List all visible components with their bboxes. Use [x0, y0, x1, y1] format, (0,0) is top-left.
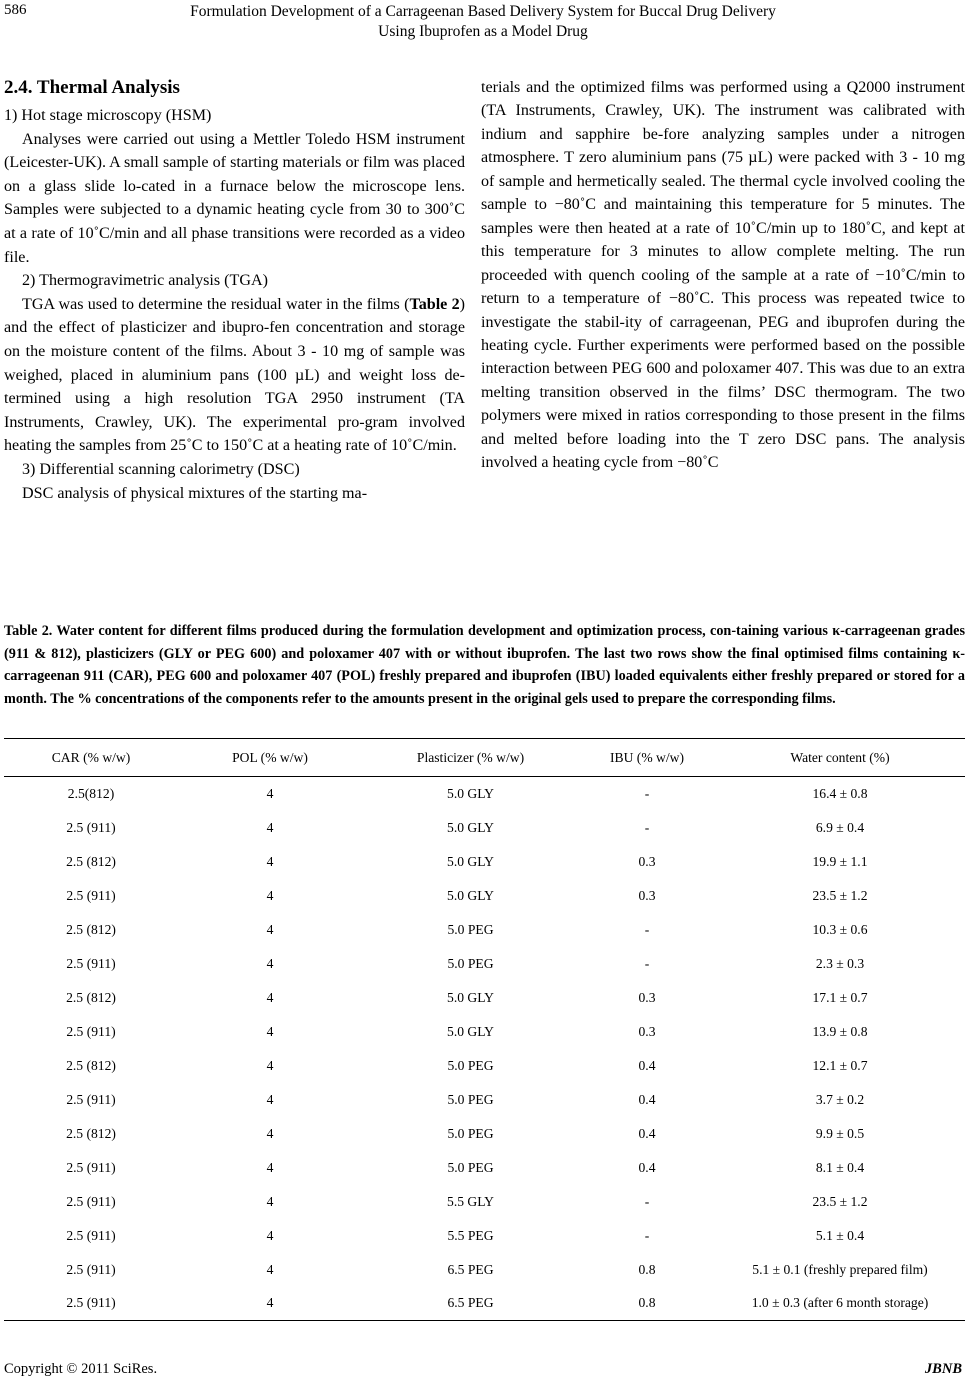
table-cell: 0.3	[638, 853, 656, 869]
table-cell: 5.0 PEG	[447, 1057, 494, 1073]
table-cell: 0.3	[638, 887, 656, 903]
table-cell: 2.5 (911)	[66, 1091, 116, 1107]
table-row	[4, 845, 965, 879]
table-cell: 2.5 (812)	[66, 853, 116, 869]
table-header-row	[4, 739, 965, 777]
table-cell: -	[644, 1227, 650, 1243]
table-cell: 3.7 ± 0.2	[815, 1091, 865, 1107]
table-row	[4, 879, 965, 913]
paragraph-tga-start: TGA was used to determine the residual water in the films (	[22, 295, 410, 313]
table-row	[4, 1015, 965, 1049]
subheading-dsc: 3) Differential scanning calorimetry (DSC)	[22, 460, 300, 478]
table-cell: 4	[266, 887, 274, 903]
table-cell: 4	[266, 989, 274, 1005]
table-cell: 2.5 (911)	[66, 1159, 116, 1175]
table-cell: 4	[266, 819, 274, 835]
table-cell: 5.0 GLY	[447, 1023, 494, 1039]
table-cell: -	[644, 785, 650, 801]
paragraph-dsc-continued: terials and the optimized films was performed using a Q2000 instrument (TA Instruments, Crawley, UK). The instrument was calibrated with indium and sapphire be-fore analyzing samples under a nitrogen atmosphere. T zero aluminium pans (75 µL) were packed with 3 - 10 mg of sample and hermetically sealed. The thermal cycle involved cooling the sample to −80˚C and maintaining this temperature for 5 minutes. The samples were then heated at a rate of 10˚C/min up to 180˚C, and kept at this temperature for 3 minutes to allow complete melting. The run proceeded with quench cooling of the sample at a rate of −10˚C/min to return to a temperature of −80˚C. This process was repeated twice to investigate the stabil-ity of carrageenan, PEG and ibuprofen during the heating cycle. Further experiments were performed based on the possible interaction between PEG 600 and poloxamer 407. This was due to an extra melting transition observed in the films’ DSC thermogram. The two polymers were mixed in ratios corresponding to those present in the films and melted before loading into the T zero DSC pans. The analysis involved a heating cycle from −80˚C	[481, 79, 965, 472]
table-cell: 4	[266, 1227, 274, 1243]
paragraph-dsc: DSC analysis of physical mixtures of the starting ma-	[22, 484, 368, 502]
table-cell: 2.5 (812)	[66, 1057, 116, 1073]
paragraph-tga-rest: ) and the effect of plasticizer and ibupro-fen concentration and storage on the moisture content of the films. About 3 - 10 mg of sample was weighed, placed in aluminium pans (100 µL) and weight loss de-termined using a high resolution TGA 2950 instrument (TA Instruments, Crawley, UK). The experimental pro-gram involved heating the samples from 25˚C to 150˚C at a heating rate of 10˚C/min.	[4, 295, 465, 455]
table-row	[4, 1151, 965, 1185]
table-cell: 2.5 (911)	[66, 819, 116, 835]
table-cell: 4	[266, 1159, 274, 1175]
table-cell: 5.5 PEG	[447, 1227, 494, 1243]
table-row	[4, 777, 965, 811]
table-cell: 4	[266, 1125, 274, 1141]
table-cell: 5.5 GLY	[447, 1193, 494, 1209]
table-cell: 2.5 (911)	[66, 1261, 116, 1277]
table-cell: 2.5 (812)	[66, 989, 116, 1005]
section-heading: 2.4. Thermal Analysis	[4, 77, 180, 98]
table-cell: 5.0 GLY	[447, 853, 494, 869]
table-cell: 4	[266, 955, 274, 971]
table-2-reference: Table 2	[409, 295, 460, 313]
table-cell: 16.4 ± 0.8	[812, 785, 868, 801]
table-cell: 1.0 ± 0.3 (after 6 month storage)	[715, 1287, 965, 1321]
table-cell: -	[644, 819, 650, 835]
table-cell: -	[644, 921, 650, 937]
table-cell: 0.4	[638, 1159, 656, 1175]
table-cell: 4	[266, 853, 274, 869]
table-cell: 2.5 (911)	[66, 887, 116, 903]
column-header-plasticizer: Plasticizer (% w/w)	[362, 739, 579, 777]
table-row	[4, 1287, 965, 1321]
table-row	[4, 913, 965, 947]
table-row	[4, 1083, 965, 1117]
table-row	[4, 1253, 965, 1287]
table-cell: 12.1 ± 0.7	[812, 1057, 868, 1073]
table-cell: 2.5 (812)	[66, 1125, 116, 1141]
table-cell: 4	[266, 1057, 274, 1073]
left-column	[4, 74, 465, 505]
column-header-car: CAR (% w/w)	[4, 739, 178, 777]
table-row	[4, 1219, 965, 1253]
table-cell: 5.0 GLY	[447, 785, 494, 801]
table-cell: 5.1 ± 0.4	[815, 1227, 865, 1243]
table-cell: 0.4	[638, 1057, 656, 1073]
table-cell: 4	[266, 1193, 274, 1209]
table-cell: 6.9 ± 0.4	[815, 819, 865, 835]
table-cell: 5.0 GLY	[447, 887, 494, 903]
table-cell: 5.0 PEG	[447, 921, 494, 937]
table-row	[4, 1185, 965, 1219]
table-cell: 2.5 (911)	[66, 1193, 116, 1209]
footer-journal: JBNB	[924, 1361, 962, 1377]
subheading-tga: 2) Thermogravimetric analysis (TGA)	[22, 272, 268, 290]
table-cell: 0.3	[638, 989, 656, 1005]
table-cell: 4	[266, 1023, 274, 1039]
table-cell: 2.5 (911)	[66, 1023, 116, 1039]
table-row	[4, 947, 965, 981]
table-cell: 5.0 PEG	[447, 1159, 494, 1175]
table-row	[4, 1117, 965, 1151]
footer-copyright: Copyright © 2011 SciRes.	[4, 1361, 158, 1377]
table-cell: 13.9 ± 0.8	[812, 1023, 868, 1039]
table-cell: 4	[266, 785, 274, 801]
column-header-pol: POL (% w/w)	[178, 739, 362, 777]
column-header-ibu: IBU (% w/w)	[579, 739, 715, 777]
table-row	[4, 981, 965, 1015]
table-cell: 2.5 (911)	[66, 955, 116, 971]
table-cell: 5.0 PEG	[447, 955, 494, 971]
table-row	[4, 1049, 965, 1083]
table-cell: 0.4	[638, 1125, 656, 1141]
table-cell: 0.4	[638, 1091, 656, 1107]
table-cell: 23.5 ± 1.2	[812, 1193, 868, 1209]
running-title-line-2: Using Ibuprofen as a Model Drug	[378, 23, 588, 40]
table-cell: 8.1 ± 0.4	[815, 1159, 865, 1175]
table-cell: 4	[266, 1261, 274, 1277]
table-cell: 0.8	[638, 1261, 656, 1277]
running-title-line-1: Formulation Development of a Carrageenan Based Delivery System for Buccal Drug Delivery	[190, 3, 776, 20]
table-cell: 6.5 PEG	[362, 1287, 579, 1321]
table-cell: 4	[178, 1287, 362, 1321]
paragraph-hsm: Analyses were carried out using a Mettler Toledo HSM instrument (Leicester-UK). A small sample of starting materials or film was placed on a glass slide lo-cated in a furnace below the microscope lens. Samples were subjected to a dynamic heating cycle from 30 to 300˚C at a rate of 10˚C/min and all phase transitions were recorded as a video file.	[4, 130, 465, 266]
table-cell: 5.1 ± 0.1 (freshly prepared film)	[752, 1261, 928, 1277]
column-header-water-content: Water content (%)	[715, 739, 965, 777]
water-content-table	[4, 738, 965, 1321]
table-cell: 17.1 ± 0.7	[812, 989, 868, 1005]
table-cell: 2.5 (911)	[66, 1227, 116, 1243]
table-cell: 0.3	[638, 1023, 656, 1039]
table-cell: 5.0 GLY	[447, 989, 494, 1005]
table-cell: 5.0 GLY	[447, 819, 494, 835]
table-caption: Table 2. Water content for different films produced during the formulation development and optimization process, con-taining various κ-carrageenan grades (911 & 812), plasticizers (GLY or PEG 600) and poloxamer 407 with or without ibuprofen. The last two rows show the final optimised films containing κ-carrageenan 911 (CAR), PEG 600 and poloxamer 407 (POL) freshly prepared and ibuprofen (IBU) loaded equivalents either freshly prepared or stored for a month. The % concentrations of the components refer to the amounts present in the original gels used to prepare the corresponding films.	[4, 623, 965, 707]
table-cell: 19.9 ± 1.1	[812, 853, 868, 869]
table-cell: 10.3 ± 0.6	[812, 921, 868, 937]
table-cell: 2.3 ± 0.3	[815, 955, 865, 971]
table-cell: 2.5 (911)	[4, 1287, 178, 1321]
table-cell: 5.0 PEG	[447, 1125, 494, 1141]
table-cell: 5.0 PEG	[447, 1091, 494, 1107]
paragraph-tga	[4, 293, 465, 458]
table-cell: -	[644, 1193, 650, 1209]
table-cell: 23.5 ± 1.2	[812, 887, 868, 903]
table-cell: 2.5 (812)	[66, 921, 116, 937]
table-cell: -	[644, 955, 650, 971]
right-column	[481, 76, 965, 475]
table-cell: 2.5(812)	[67, 785, 115, 801]
page-number: 586	[4, 2, 27, 18]
table-cell: 4	[266, 1091, 274, 1107]
table-cell: 4	[266, 921, 274, 937]
table-cell: 6.5 PEG	[447, 1261, 494, 1277]
running-title	[0, 2, 966, 42]
table-cell: 0.8	[579, 1287, 715, 1321]
table-row	[4, 811, 965, 845]
subheading-hsm: 1) Hot stage microscopy (HSM)	[4, 107, 212, 124]
table-cell: 9.9 ± 0.5	[815, 1125, 865, 1141]
